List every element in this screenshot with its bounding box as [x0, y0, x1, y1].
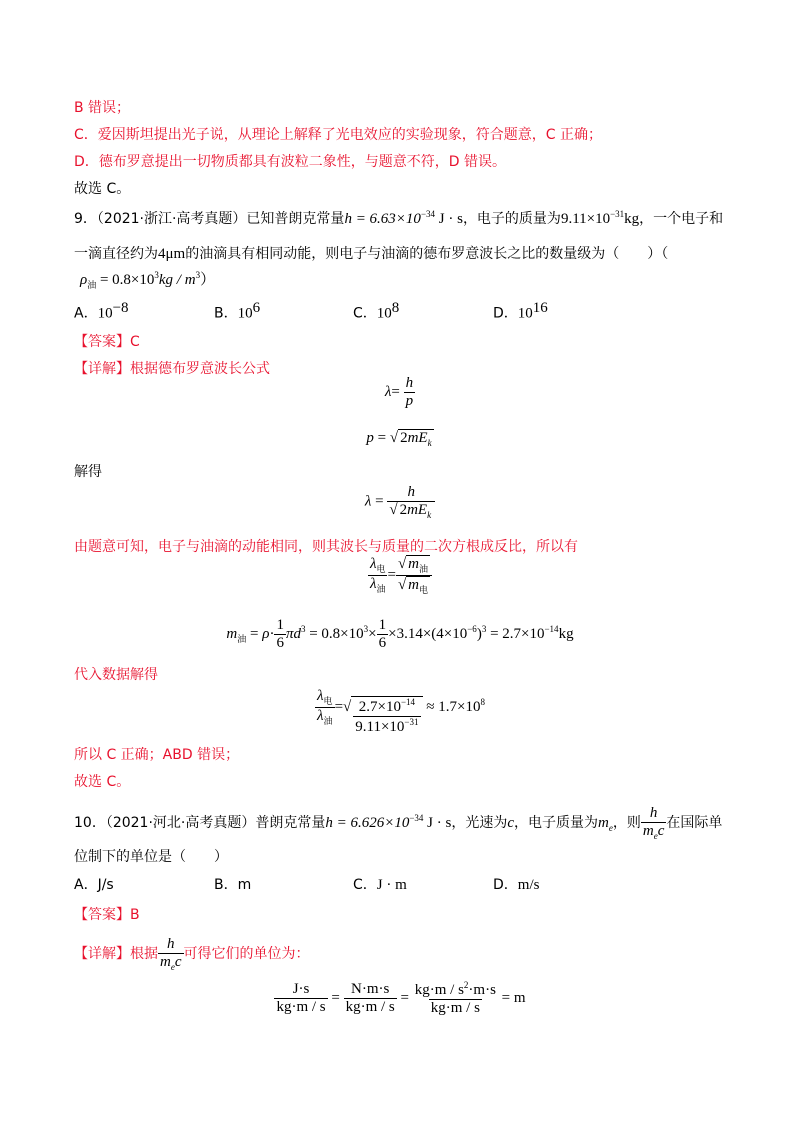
- q10-c: c: [507, 815, 515, 831]
- formula-ratio: $\frac{\lambda_电}{\lambda_油}$ = $\frac{√ m_油}{√ m_电}$: [0, 555, 800, 596]
- q9-answer: 【答案】C: [74, 334, 140, 350]
- q9-substitute: 代入数据解得: [74, 667, 158, 683]
- formula-lambda-hp: λ= $\frac{h}{p}$: [384, 375, 414, 409]
- q10-text-2: ，光速为: [451, 815, 508, 831]
- q9-option-b[interactable]: B．$10^6$: [214, 300, 261, 322]
- q10-fraction: $\frac{h}{m_ec}$: [642, 805, 665, 841]
- q10-text-3: ，电子质量为: [514, 815, 599, 831]
- q9-text-2: ，电子的质量为: [462, 211, 561, 227]
- q9-mass-value: $9.11\times 10^{-31}kg$: [560, 209, 640, 227]
- q9-solve: 解得: [74, 464, 102, 480]
- q9-detail: 【详解】根据德布罗意波长公式: [74, 361, 270, 377]
- q10-answer: 【答案】B: [74, 907, 140, 923]
- q10-line-1: [74, 805, 722, 841]
- q9-text-4: 一滴直径约为: [74, 246, 158, 262]
- q9-diameter: 4μm: [158, 246, 186, 262]
- q9-option-c[interactable]: C．$10^8$: [353, 300, 400, 322]
- q10-text-5: 在国际单: [666, 815, 723, 831]
- formula-oil-mass: $m_油 = \rho\cdot$ $\frac{1}{6}$ $\pi d^3 = 0.8\times 10^3\times$ $\frac{1}{6}$ $\times 3.14\times(4\times 10^{-6})^3 = 2.7\times 10^{-14}kg$: [226, 617, 574, 651]
- formula-momentum: p = √ $2mE_k$: [366, 430, 432, 448]
- q9-h-formula: $h = 6.63\times 10^{-34}$ J · s: [344, 209, 463, 227]
- q10-option-b[interactable]: B．m: [214, 877, 252, 893]
- intro-line-1: B 错误；: [74, 100, 131, 116]
- q10-option-c[interactable]: C．J · m: [353, 877, 407, 893]
- q9-text-5: 的油滴具有相同动能，则电子与油滴的德布罗意波长之比的数量级为（ ）（: [185, 246, 669, 262]
- q10-me: $m_e$: [598, 815, 613, 833]
- intro-line-3: D．德布罗意提出一切物质都具有波粒二象性，与题意不符，D 错误。: [74, 154, 507, 170]
- q10-option-a[interactable]: A．J/s: [74, 877, 114, 893]
- q10-option-d[interactable]: D．m/s: [493, 877, 540, 893]
- q9-text-1: 9．（2021·浙江·高考真题）已知普朗克常量: [74, 211, 345, 227]
- intro-line-2: C．爱因斯坦提出光子说，从理论上解释了光电效应的实验现象，符合题意，C 正确；: [74, 127, 602, 143]
- q9-choose: 故选 C。: [74, 774, 131, 790]
- q9-text-3: ，一个电子和: [639, 211, 724, 227]
- q10-line-2: 位制下的单位是（ ）: [74, 849, 228, 865]
- q10-text-4: ，则: [612, 815, 641, 831]
- intro-line-4: 故选 C。: [74, 181, 131, 197]
- q9-line-2: [74, 243, 668, 263]
- q10-detail: 【详解】根据 $\frac{h}{m_ec}$ 可得它们的单位为：: [74, 936, 310, 972]
- q9-reason: 由题意可知，电子与油滴的动能相同，则其波长与质量的二次方根成反比，所以有: [74, 539, 578, 555]
- q9-option-d[interactable]: D．$10^{16}$: [493, 300, 548, 322]
- q10-h-formula: $h = 6.626\times 10^{-34}$ J · s: [325, 813, 452, 831]
- formula-units: $\frac{J\cdot s}{kg\cdot m / s}$ = $\frac{N\cdot m\cdot s}{kg\cdot m / s}$ = $\frac{kg\cdot m / s^2\cdot m\cdot s}{kg\cdot m / s}$ = m: [276, 980, 526, 1016]
- q10-text-1: 10．（2021·河北·高考真题）普朗克常量: [74, 815, 326, 831]
- formula-lambda-solved: λ = $\frac{h}{√ 2mE_k}$: [0, 484, 800, 520]
- q9-option-a[interactable]: A．$10^{-8}$: [74, 300, 129, 322]
- formula-ratio-result: $\frac{\lambda_电}{\lambda_油}$ =√ $\frac{2.7\times 10^{-14}}{9.11\times 10^{-31}}$ ≈ $1.7\times 10^8$: [317, 688, 485, 735]
- q9-line-1: [74, 208, 723, 228]
- q9-conclusion: 所以 C 正确；ABD 错误；: [74, 747, 240, 763]
- q9-density: $\rho_油 = 0.8\times 10^3kg / m^3$）: [80, 270, 216, 290]
